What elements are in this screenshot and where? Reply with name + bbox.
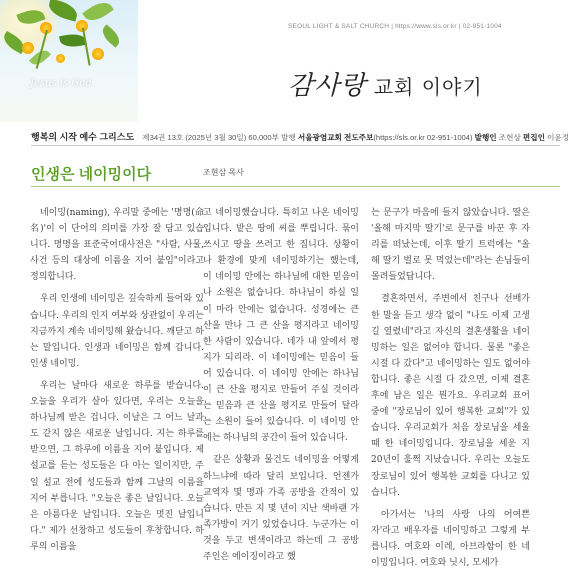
paragraph: 네이밍(naming), 우리말 중에는 '명명(命名)'이 이 단어의 의미를 가장 잘 담고 있습니다. 명명을 표준국어대사전은 "사람, 사물, 사건 등의 대상에 이름을 지어 붙임"이라고 정의합니다. — [30, 208, 204, 283]
newsletter-title-main: 감사랑 — [288, 71, 367, 101]
paragraph: 같은 상황과 물건도 네이밍을 어떻게 하느냐에 따라 달리 보입니다. 언젠가 교역자 몇 명과 가족 공방을 간적이 있습니다. 만든 지 몇 년이 지난 색바랜 가족가방이 거기 있었습니다. 누군가는 이것을 두고 변색이라고 하는데 그 공방 주인은 에이징이라고 했 — [203, 455, 359, 562]
stem-decoration — [82, 28, 91, 66]
article-author: 조현삼 목사 — [203, 168, 244, 177]
newsletter-title — [288, 65, 483, 102]
leaf-decoration — [99, 24, 124, 47]
flower-decoration — [56, 54, 65, 63]
issue-date: (2025년 3월 30일) — [185, 133, 247, 142]
masthead — [0, 0, 560, 128]
publisher-org: 서울광염교회 전도주보 — [297, 133, 374, 142]
hero-caption: Jesus is God — [30, 78, 92, 89]
hero-image — [0, 0, 138, 122]
paragraph: 결혼하면서, 주변에서 친구나 선배가 한 말을 듣고 생각 없이 "나도 이제 고생길 열렸네"라고 자신의 결혼생활을 네이밍하는 일은 없어야 합니다. 물론 "좋은 시절 다 갔다"고 네이밍하는 일도 없어야 합니다. 좋은 시절 다 갔으면, 이제 결혼 후에 남은 일은 뭔가요. 우리교회 표어 중에 "장로님이 있어 행복한 교회"가 있습니다. 우리교회가 처음 장로님을 세울 때 한 네이밍입니다. 장로님을 세운 지 20년이 훌쩍 지났습니다. 우리는 오늘도 장로님이 있어 행복한 교회를 다니고 있습니다. — [371, 294, 530, 498]
publisher-label: 발행인 — [474, 133, 497, 142]
article-column-1 — [30, 205, 204, 560]
publisher-name: 조현삼 — [498, 133, 521, 142]
slogan: 행복의 시작 예수 그리스도 — [31, 132, 135, 142]
editor-name: 이윤정 — [547, 133, 569, 142]
paragraph: 아가서는 '나의 사랑 나의 어여쁜 자'라고 배우자를 네이밍하고 그렇게 부릅니다. 여호와 이레, 아브라함이 한 네이밍입니다. 여호와 닛시, 모세가 — [371, 509, 530, 568]
flower-decoration — [92, 48, 104, 60]
issue-info — [31, 130, 569, 143]
paragraph: 고 네이밍했습니다. 특히고 나온 네이밍입니다. 밭은 땅에 씨를 뿌립니다. 묶이 쓰시고 땅을 쓰러고 한 집니다. 상황이나 환경에 맞게 네이밍하기는 했는데, 이 네이밍 안에는 하나님에 대한 믿음이나 소원은 없습니다. 하나님이 하실 일이 마라 안에는 없습니다. 성경에는 큰 산을 만나 그 큰 산을 평지라고 네이밍한 사람이 있습니다. 네가 내 앞에서 평지가 되리라. 이 네이밍에는 믿음이 들어 있습니다. 이 네이밍 안에는 하나님이 큰 산을 평지로 만들어 주실 것이라는 믿음과 큰 산을 평지로 만들어 달라는 소원이 들어 있습니다. 이 네이밍 안에는 하나님의 공간이 들어 있습니다. — [203, 208, 359, 444]
contact-info: (https://sls.or.kr 02-951-1004) — [373, 133, 473, 142]
paragraph: 우리 인생에 네이밍은 깊숙하게 들어와 있습니다. 우리의 인지 여부와 상관없이 우리는 지금까지 계속 네이밍해 왔습니다. 깨닫고 하는 말입니다. 인생과 네이밍은 함께 갑니다. 인생 네이밍. — [30, 294, 204, 369]
article-column-3 — [371, 205, 530, 568]
newsletter-title-sub: 교회 이야기 — [366, 75, 483, 99]
article-header — [31, 163, 371, 185]
article-column-2 — [203, 205, 359, 560]
article-title: 인생은 네이밍이다 — [31, 166, 152, 183]
paragraph: 는 문구가 마음에 들지 않았습니다. 딸은 '올해 마지막 딸기'로 문구를 바꾼 후 자리를 떠났는데, 이후 딸기 트럭에는 "올해 딸기 벌로 못 먹었는데"라는 손님들이 몰려들었답니다. — [371, 208, 530, 283]
editor-label: 편집인 — [522, 133, 545, 142]
circulation: 60,000부 발행 — [248, 133, 296, 142]
header-divider — [31, 145, 560, 146]
church-info-line: SEOUL LIGHT & SALT CHURCH | https://www.sls.or.kr | 02-951-1004 — [288, 23, 502, 30]
paragraph: 우리는 날마다 새로운 하루를 받습니다. 오늘을 우리가 살아 있다면, 우리는 오늘을 하나님께 받은 겁니다. 이날은 그 어느 날과도 같지 않은 새로운 날입니다. 지는 하루를 받으면, 그 하루에 이름을 지어 붙입니다. 제 설교를 듣는 성도들은 다 아는 일이지만, 주일 설교 전에 성도들과 함께 그날의 이름을 지어 부릅니다. "오늘은 좋은 날입니다. 오늘은 아름다운 날입니다. 오늘은 멋진 날입니다." 제가 선창하고 성도들이 후창합니다. 하루의 이름을 — [30, 380, 204, 552]
issue-number: 제34권 13호 — [142, 133, 184, 142]
title-divider — [31, 186, 560, 187]
flower-decoration — [22, 42, 34, 54]
